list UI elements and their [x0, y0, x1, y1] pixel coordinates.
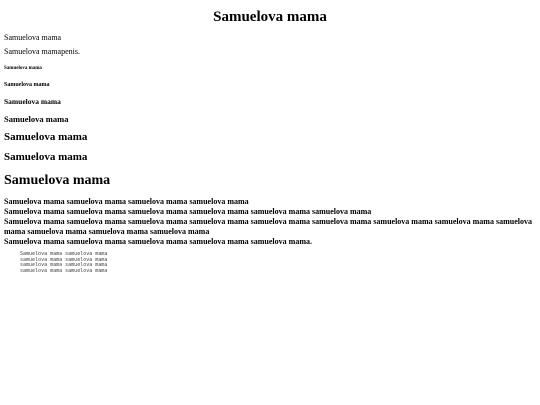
pre-line: samuelova mama samuelova mama [20, 262, 108, 268]
paragraph: Samuelova mama [4, 33, 62, 42]
heading-3: Samuelova mama [4, 114, 69, 124]
bold-text-line: Samuelova mama samuelova mama samuelova mama samuelova mama samuelova mama samuelova mama samuelova mama samuelova mama samuelova mama samuelova mama samuelova mama samuelova mama [4, 217, 532, 236]
heading-5: Samuelova mama [4, 82, 50, 88]
bold-text-line: Samuelova mama samuelova mama samuelova mama samuelova mama [4, 197, 249, 206]
heading-2: Samuelova mama [4, 151, 88, 163]
heading-4: Samuelova mama [4, 97, 61, 106]
page-title: Samuelova mama [213, 9, 327, 25]
heading-6: Samuelova mama [4, 66, 42, 71]
bold-text-line: Samuelova mama samuelova mama samuelova mama samuelova mama samuelova mama. [4, 237, 312, 246]
pre-line: Samuelova mama samuelova mama [20, 251, 108, 257]
preformatted-block [20, 252, 107, 274]
bold-text-block [4, 197, 534, 247]
paragraph: Samuelova mamapenis. [4, 47, 80, 56]
bold-text-line: Samuelova mama samuelova mama samuelova mama samuelova mama samuelova mama samuelova mama [4, 207, 372, 216]
pre-line: samuelova mama samuelova mama [20, 256, 108, 263]
heading-1: Samuelova mama [4, 173, 111, 188]
pre-line: samuelova mama samuelova mama [20, 267, 108, 274]
heading-2: Samuelova mama [4, 131, 88, 143]
